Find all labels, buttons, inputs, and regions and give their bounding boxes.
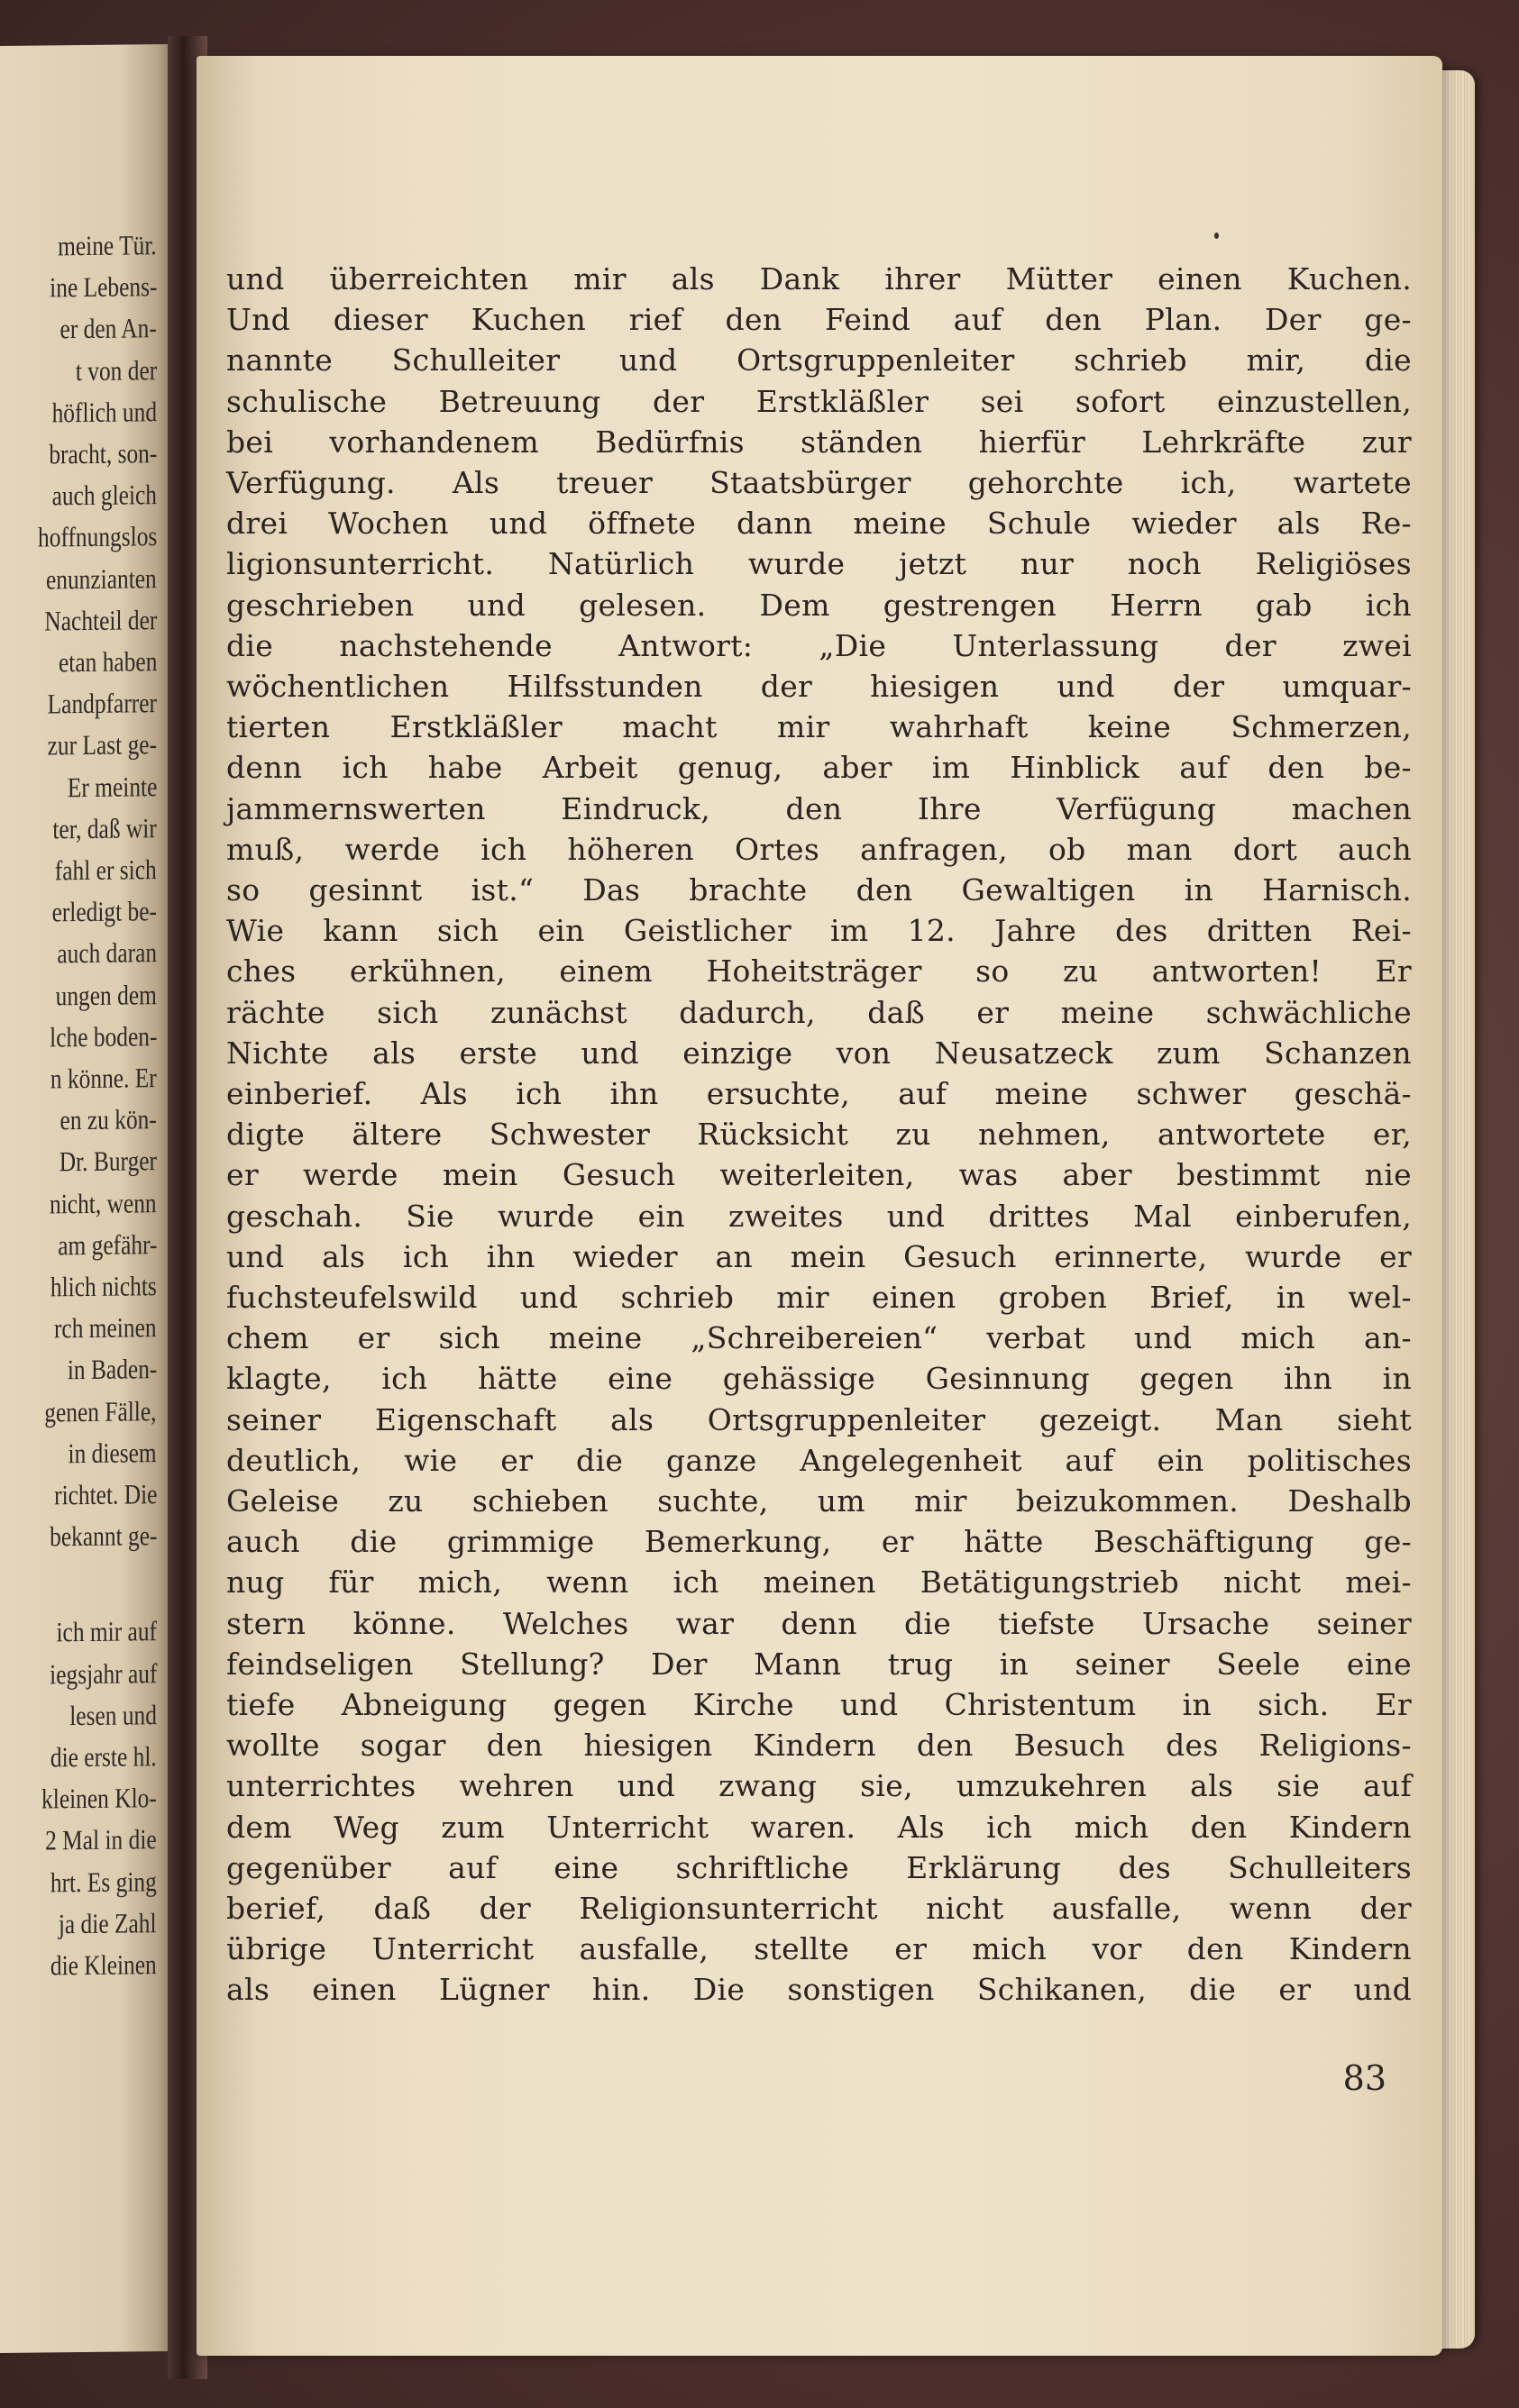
text-line: seiner Eigenschaft als Ortsgruppenleiter gezeigt. Man sieht: [226, 1401, 1412, 1437]
left-page-line: kleinen Klo-: [41, 1782, 157, 1815]
left-page-line: ja die Zahl: [59, 1906, 157, 1940]
left-page-line: bekannt ge-: [49, 1519, 157, 1553]
text-line: digte ältere Schwester Rücksicht zu nehmen, antwortete er,: [226, 1117, 1412, 1153]
left-page-line: am gefähr-: [57, 1227, 157, 1262]
text-line: stern könne. Welches war denn die tiefste Ursache seiner: [226, 1605, 1412, 1641]
text-line: unterrichtes wehren und zwang sie, umzukehren als sie auf: [226, 1768, 1412, 1804]
text-line: gegenüber auf eine schriftliche Erklärung des Schulleiters: [226, 1849, 1412, 1885]
text-line: chem er sich meine „Schreibereien“ verbat und mich an-: [226, 1320, 1412, 1356]
left-page-line: er den An-: [59, 312, 157, 345]
text-line: ligionsunterricht. Natürlich wurde jetzt nur noch Religiöses: [226, 546, 1412, 582]
text-line: denn ich habe Arbeit genug, aber im Hinblick auf den be-: [226, 750, 1412, 786]
left-page-line: enunzianten: [46, 561, 157, 596]
left-page-line: auch daran: [57, 936, 157, 970]
left-page-line: en zu kön-: [59, 1103, 157, 1136]
left-page-line: rch meinen: [54, 1311, 157, 1345]
left-page-line: fahl er sich: [55, 853, 157, 887]
ink-speck: [1214, 233, 1219, 239]
text-line: tiefe Abneigung gegen Kirche und Christentum in sich. Er: [226, 1687, 1412, 1722]
text-line: fuchsteufelswild und schrieb mir einen groben Brief, in wel-: [226, 1280, 1412, 1315]
text-line: feindseligen Stellung? Der Mann trug in seiner Seele eine: [226, 1646, 1412, 1682]
text-line: Geleise zu schieben suchte, um mir beizukommen. Deshalb: [226, 1483, 1412, 1519]
left-page-line: richtet. Die: [53, 1478, 157, 1511]
text-line: die nachstehende Antwort: „Die Unterlassung der zwei: [226, 627, 1412, 663]
text-line: übrige Unterricht ausfalle, stellte er mich vor den Kindern: [226, 1931, 1412, 1967]
text-line: und als ich ihn wieder an mein Gesuch erinnerte, wurde er: [226, 1238, 1412, 1274]
left-page-line: Landpfarrer: [47, 687, 157, 720]
left-page-line: Dr. Burger: [59, 1145, 157, 1178]
text-line: so gesinnt ist.“ Das brachte den Gewaltigen in Harnisch.: [226, 872, 1412, 908]
text-line: Verfügung. Als treuer Staatsbürger gehorchte ich, wartete: [226, 465, 1412, 500]
text-line: klagte, ich hätte eine gehässige Gesinnung gegen ihn in: [226, 1361, 1412, 1397]
left-page-line: n könne. Er: [50, 1062, 157, 1095]
text-line: dem Weg zum Unterricht waren. Als ich mich den Kindern: [226, 1809, 1412, 1845]
text-line: geschrieben und gelesen. Dem gestrengen Herrn gab ich: [226, 587, 1412, 623]
left-page-line: ungen dem: [55, 978, 157, 1011]
left-page-line: ich mir auf: [56, 1615, 157, 1648]
left-page-line: bracht, son-: [48, 437, 157, 470]
left-page-line: hrt. Es ging: [50, 1865, 157, 1899]
text-line: nannte Schulleiter und Ortsgruppenleiter schrieb mir, die: [226, 342, 1412, 379]
text-line: berief, daß der Religionsunterricht nicht ausfalle, wenn der: [226, 1891, 1412, 1926]
text-line: wollte sogar den hiesigen Kindern den Besuch des Religions-: [226, 1728, 1412, 1764]
left-page-line: ter, daß wir: [52, 811, 157, 845]
left-page-line: meine Tür.: [58, 229, 157, 262]
left-page-line: in diesem: [68, 1436, 157, 1469]
text-line: wöchentlichen Hilfsstunden der hiesigen und der umquar-: [226, 669, 1412, 704]
left-page-line: auch gleich: [51, 479, 157, 512]
text-line: einberief. Als ich ihn ersuchte, auf meine schwer geschä-: [226, 1076, 1412, 1111]
text-line: schulische Betreuung der Erstkläßler sei sofort einzustellen,: [226, 383, 1412, 419]
left-page-line: Er meinte: [67, 770, 157, 803]
left-page-line: hoffnungslos: [37, 520, 157, 553]
left-page-line: genen Fälle,: [44, 1394, 157, 1428]
text-line: drei Wochen und öffnete dann meine Schule wieder als Re-: [226, 506, 1412, 542]
left-page: [0, 44, 171, 2353]
right-page: [197, 56, 1442, 2356]
left-page-line: die Kleinen: [50, 1948, 157, 1982]
left-page-line: erledigt be-: [51, 895, 157, 928]
text-line: auch die grimmige Bemerkung, er hätte Beschäftigung ge-: [226, 1524, 1412, 1560]
text-line: jammernswerten Eindruck, den Ihre Verfügung machen: [226, 790, 1412, 826]
left-page-line: hlich nichts: [50, 1270, 157, 1303]
left-page-line: 2 Mal in die: [45, 1823, 157, 1856]
text-line: muß, werde ich höheren Ortes anfragen, ob man dort auch: [226, 831, 1412, 867]
text-line: bei vorhandenem Bedürfnis ständen hierfür Lehrkräfte zur: [226, 424, 1412, 460]
left-page-line: zur Last ge-: [47, 728, 157, 762]
left-page-line: ine Lebens-: [49, 270, 157, 304]
text-line: er werde mein Gesuch weiterleiten, was aber bestimmt nie: [226, 1157, 1412, 1193]
text-line: als einen Lügner hin. Die sonstigen Schikanen, die er und: [226, 1972, 1412, 2008]
left-page-line: Nachteil der: [44, 603, 157, 637]
left-page-line: lche boden-: [49, 1019, 157, 1054]
left-page-line: die erste hl.: [50, 1740, 157, 1774]
left-page-line: nicht, wenn: [50, 1186, 157, 1220]
left-page-line: etan haben: [58, 645, 157, 679]
text-line: Nichte als erste und einzige von Neusatzeck zum Schanzen: [226, 1035, 1412, 1071]
left-page-line: lesen und: [69, 1698, 157, 1731]
left-page-line: iegsjahr auf: [49, 1656, 157, 1691]
page-number: 83: [1342, 2058, 1386, 2098]
text-line: Wie kann sich ein Geistlicher im 12. Jahre des dritten Rei-: [226, 913, 1412, 949]
text-line: rächte sich zunächst dadurch, daß er meine schwächliche: [226, 994, 1412, 1030]
left-page-line: höflich und: [51, 395, 157, 429]
text-line: deutlich, wie er die ganze Angelegenheit auf ein politisches: [226, 1442, 1412, 1478]
text-line: tierten Erstkläßler macht mir wahrhaft keine Schmerzen,: [226, 709, 1412, 745]
left-page-line: t von der: [75, 353, 157, 387]
text-line: ches erkühnen, einem Hoheitsträger so zu antworten! Er: [226, 953, 1412, 990]
text-line: nug für mich, wenn ich meinen Betätigungstrieb nicht mei-: [226, 1564, 1412, 1601]
text-line: geschah. Sie wurde ein zweites und drittes Mal einberufen,: [226, 1198, 1412, 1234]
text-line: und überreichten mir als Dank ihrer Mütter einen Kuchen.: [226, 261, 1412, 296]
text-line: Und dieser Kuchen rief den Feind auf den Plan. Der ge-: [226, 302, 1412, 338]
left-page-line: in Baden-: [67, 1353, 157, 1386]
